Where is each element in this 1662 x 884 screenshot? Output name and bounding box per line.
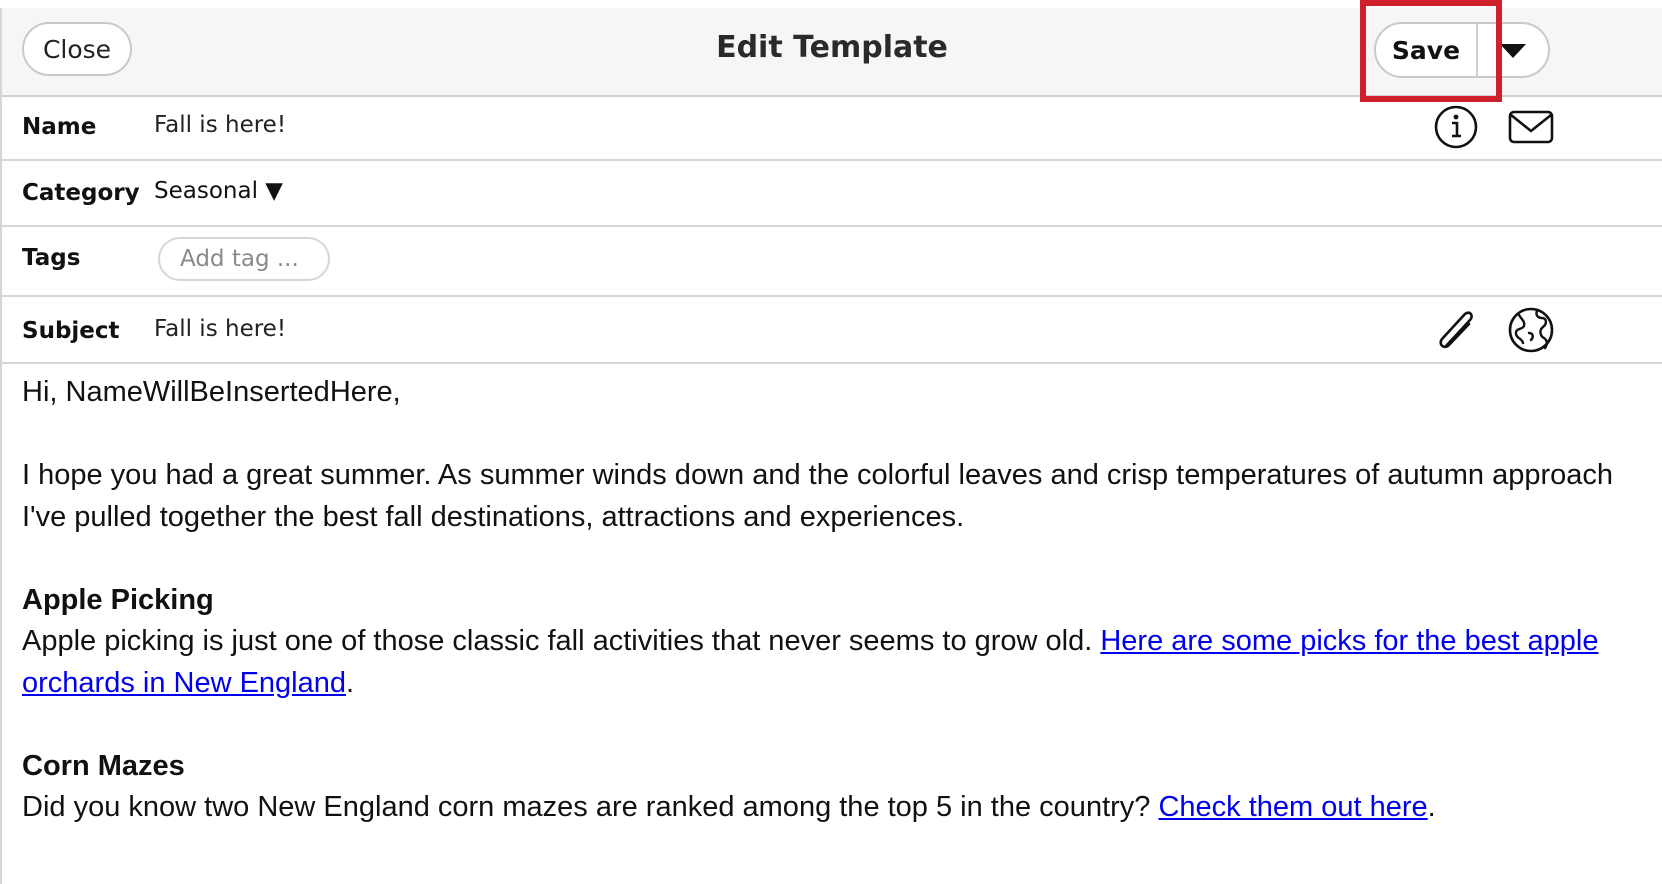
save-button-group bbox=[1374, 22, 1550, 78]
name-label: Name bbox=[22, 114, 97, 140]
subject-field[interactable]: Fall is here! bbox=[154, 316, 287, 342]
section-heading-apple-picking: Apple Picking bbox=[22, 583, 214, 616]
apple-orchards-link[interactable]: Here are some picks for the best apple orchards in New England bbox=[22, 625, 1599, 699]
corn-mazes-link[interactable]: Check them out here bbox=[1158, 791, 1428, 823]
apple-picking-paragraph: Apple picking is just one of those classic fall activities that never seems to grow old. Here are some picks for the best apple orchards in New England. bbox=[22, 625, 1599, 699]
subject-label: Subject bbox=[22, 318, 120, 344]
name-field[interactable]: Fall is here! bbox=[154, 112, 287, 138]
edit-template-panel bbox=[0, 8, 1662, 884]
close-button[interactable]: Close bbox=[22, 22, 132, 76]
name-row bbox=[2, 95, 1662, 161]
category-row bbox=[2, 161, 1662, 227]
paperclip-icon[interactable] bbox=[1432, 306, 1480, 354]
category-label: Category bbox=[22, 180, 140, 206]
envelope-icon[interactable] bbox=[1507, 103, 1555, 151]
globe-icon[interactable] bbox=[1507, 306, 1555, 354]
save-options-button[interactable] bbox=[1478, 24, 1548, 76]
info-icon[interactable] bbox=[1432, 103, 1480, 151]
intro-paragraph: I hope you had a great summer. As summer winds down and the colorful leaves and crisp temperatures of autumn approach I've pulled together the best fall destinations, attractions and experiences. bbox=[22, 459, 1614, 533]
tags-row bbox=[2, 227, 1662, 297]
save-button[interactable]: Save bbox=[1376, 24, 1478, 76]
subject-row bbox=[2, 297, 1662, 364]
greeting-text: Hi, NameWillBeInsertedHere, bbox=[22, 376, 401, 408]
category-select[interactable]: Seasonal ▼ bbox=[154, 178, 283, 204]
page-title: Edit Template bbox=[716, 30, 948, 65]
top-bar bbox=[2, 8, 1662, 97]
add-tag-input[interactable] bbox=[158, 237, 330, 281]
message-body[interactable] bbox=[22, 372, 1642, 829]
corn-mazes-paragraph: Did you know two New England corn mazes are ranked among the top 5 in the country? Check them out here. bbox=[22, 791, 1436, 823]
tags-label: Tags bbox=[22, 245, 81, 271]
caret-down-icon bbox=[1499, 41, 1527, 59]
section-heading-corn-mazes: Corn Mazes bbox=[22, 749, 185, 782]
